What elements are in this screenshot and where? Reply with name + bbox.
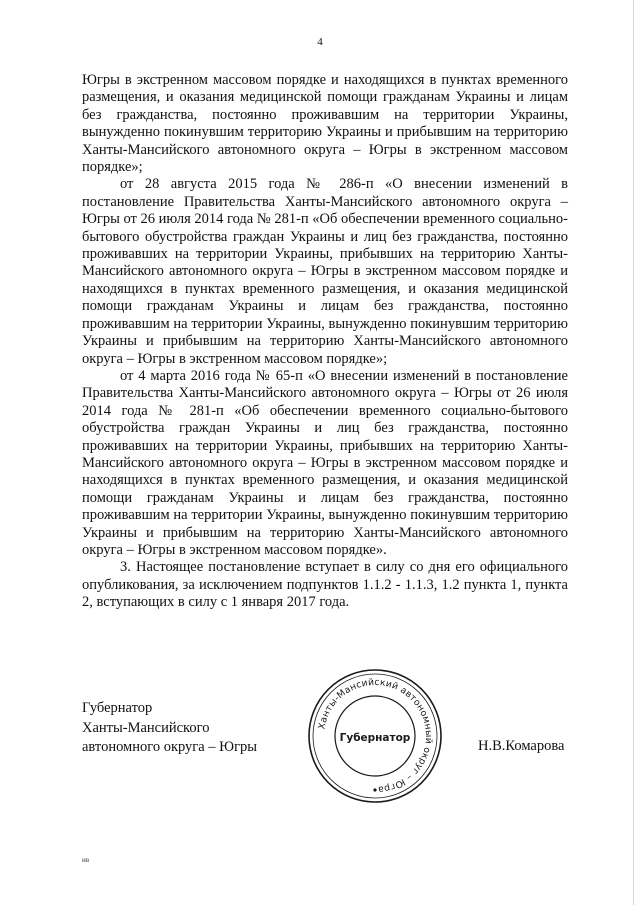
document-body	[82, 72, 568, 612]
footer-code: ив	[82, 856, 90, 864]
page-edge	[633, 0, 634, 905]
signatory-title-line: автономного округа – Югры	[82, 739, 258, 755]
signatory-title-line: Ханты-Мансийского	[82, 719, 210, 736]
signatory-name: Н.В.Комарова	[478, 738, 565, 754]
page-number: 4	[317, 36, 323, 48]
paragraph-clause-3: 3. Настоящее постановление вступает в силу со дня его официального опубликования, за исключением подпунктов 1.1.2 - 1.1.3, 1.2 пункта 1, пункта 2, вступающих в силу с 1 января 2017 года.	[82, 559, 568, 611]
seal-center-text: Губернатор	[339, 732, 411, 744]
signatory-title	[82, 699, 257, 758]
paragraph-amendment-65: от 4 марта 2016 года № 65-п «О внесении изменений в постановление Правительства Ханты-Мансийского автономного округа – Югры от 26 июля 2014 года № 281-п «Об обеспечении временного социально-бытового обустройства граждан Украины и лиц без гражданства, постоянно проживавших на территории Украины, прибывших на территорию Ханты-Мансийского автономного округа – Югры в экстренном массовом порядке и находящихся в пунктах временного размещения, и оказания медицинской помощи гражданам Украины и лицам без гражданства, постоянно проживавшим на территории Украины, вынужденно покинувшим территорию Украины и прибывшим на территорию Ханты-Мансийского автономного округа – Югры в экстренном массовом порядке».	[82, 367, 568, 558]
signatory-title-line: Губернатор	[82, 700, 153, 716]
seal-star-mark	[373, 788, 376, 791]
seal-ring-text: Ханты-Мансийский автономный округ – Югра	[316, 676, 435, 795]
paragraph-continuation: Югры в экстренном массовом порядке и находящихся в пунктах временного размещения, и оказания медицинской помощи гражданам Украины и лицам без гражданства, постоянно проживавшим на территории Украины, вынужденно покинувшим территорию Украины и прибывшим на территорию Ханты-Мансийского автономного округа – Югры в экстренном массовом порядке»;	[82, 72, 568, 176]
paragraph-amendment-286: от 28 августа 2015 года № 286-п «О внесении изменений в постановление Правительства Ханты-Мансийского автономного округа – Югры от 26 июля 2014 года № 281-п «Об обеспечении временного социально-бытового обустройства граждан Украины и лиц без гражданства, постоянно проживавших на территории Украины, прибывших на территорию Ханты-Мансийского автономного округа – Югры в экстренном массовом порядке и находящихся в пунктах временного размещения, и оказания медицинской помощи гражданам Украины и лицам без гражданства, постоянно проживавшим на территории Украины, вынужденно покинувшим территорию Украины и прибывшим на территорию Ханты-Мансийского автономного округа – Югры в экстренном массовом порядке»;	[82, 176, 568, 367]
official-seal-stamp	[305, 666, 445, 806]
